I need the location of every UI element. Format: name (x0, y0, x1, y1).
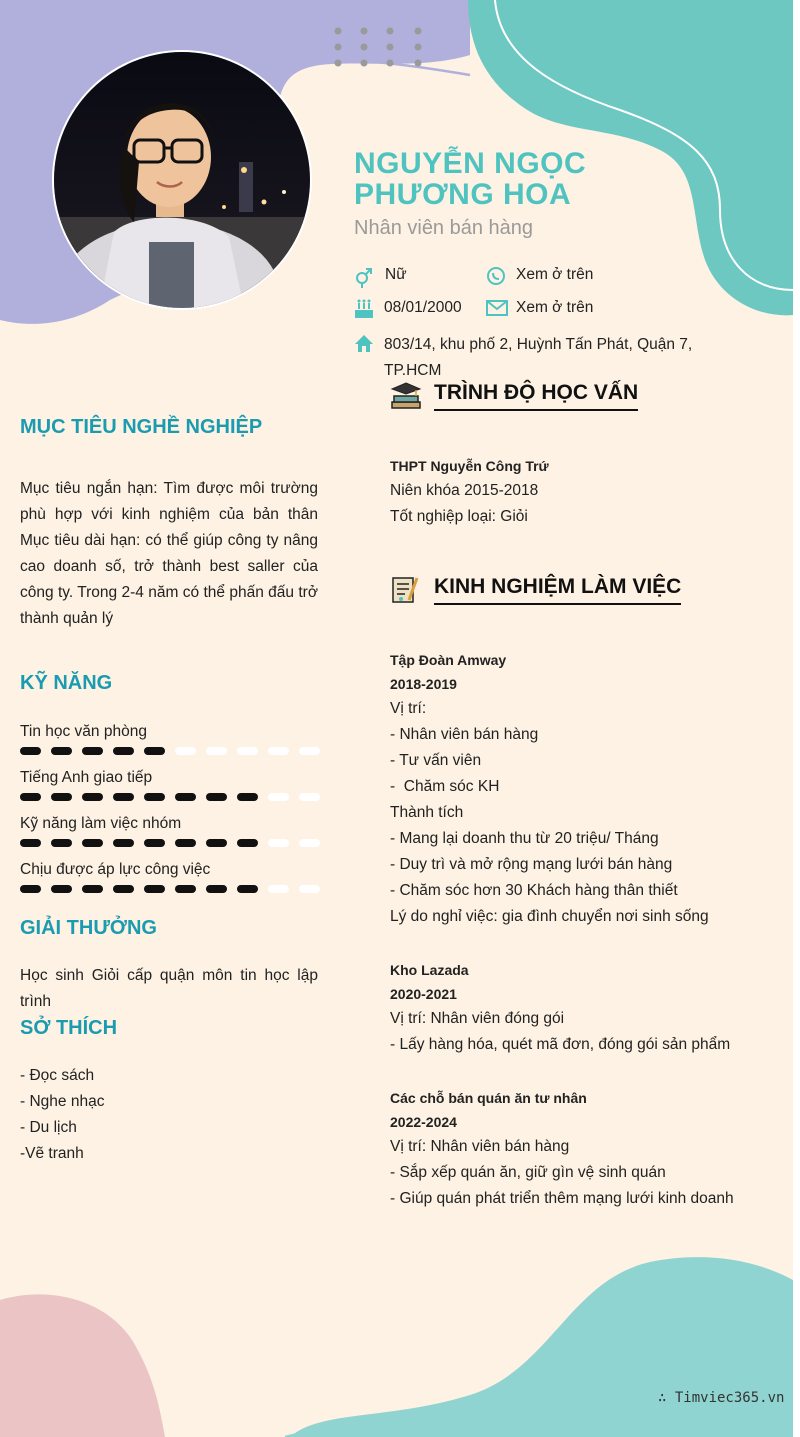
career-goal-text: Mục tiêu ngắn hạn: Tìm được môi trường phù hợp với kinh nghiệm của bản thân Mục tiêu dài hạn: có thể giúp công ty nâng cao doanh số, trở thành best saller của công ty. Trong 2-4 năm có thể phấn đấu trở thành quản lý (20, 480, 318, 627)
skill-segment-filled (237, 839, 258, 847)
job-company: Kho Lazada (390, 962, 469, 978)
skill-segment-filled (175, 793, 196, 801)
gender-row (354, 266, 407, 288)
name-line-2: PHƯƠNG HOA (354, 178, 572, 211)
skill-segment-filled (144, 885, 165, 893)
skill-segment-filled (20, 885, 41, 893)
skill-segment-filled (82, 747, 103, 755)
job-line: - Chăm sóc KH (390, 778, 500, 795)
email-icon (486, 299, 508, 317)
skill-segment-filled (51, 839, 72, 847)
skill-segment-empty (268, 885, 289, 893)
skill-segment-filled (113, 793, 134, 801)
skill-segment-empty (206, 747, 227, 755)
skill-label: Tin học văn phòng (20, 723, 147, 740)
job-line: - Chăm sóc hơn 30 Khách hàng thân thiết (390, 882, 678, 899)
skill-segment-empty (175, 747, 196, 755)
education-years: Niên khóa 2015-2018 (390, 482, 539, 499)
awards-heading: GIẢI THƯỞNG (20, 917, 157, 939)
email-row (486, 299, 593, 317)
skill-segment-filled (113, 885, 134, 893)
job-title: Nhân viên bán hàng (354, 217, 534, 239)
skill-segment-empty (299, 747, 320, 755)
experience-heading: KINH NGHIỆM LÀM VIỆC (434, 575, 681, 605)
skill-segment-empty (268, 839, 289, 847)
hobby-item: - Nghe nhạc (20, 1093, 105, 1110)
birthday-value: 08/01/2000 (384, 299, 462, 316)
job-line: - Duy trì và mở rộng mạng lưới bán hàng (390, 856, 673, 873)
address-line-1: 803/14, khu phố 2, Huỳnh Tấn Phát, Quận 7, (384, 336, 693, 353)
skill-segment-filled (82, 793, 103, 801)
hobbies-heading: SỞ THÍCH (20, 1017, 118, 1039)
skill-label: Chịu được áp lực công việc (20, 861, 211, 878)
skill-segment-filled (175, 885, 196, 893)
job-line: Lý do nghỉ việc: gia đình chuyển nơi sinh sống (390, 908, 709, 925)
skill-segment-filled (206, 885, 227, 893)
whatsapp-icon (486, 266, 506, 286)
skill-segment-filled (237, 793, 258, 801)
job-line: Vị trí: Nhân viên đóng gói (390, 1010, 565, 1027)
skill-segment-filled (51, 747, 72, 755)
skill-segment-filled (20, 839, 41, 847)
dot-grid-decoration (332, 26, 432, 76)
skill-segment-filled (113, 839, 134, 847)
phone-row (486, 266, 593, 286)
name-line-1: NGUYỄN NGỌC (354, 147, 587, 180)
skill-segment-filled (20, 747, 41, 755)
birthday-row (354, 299, 462, 319)
job-line: Vị trí: Nhân viên bán hàng (390, 1138, 570, 1155)
job-line: - Lấy hàng hóa, quét mã đơn, đóng gói sản phẩm (390, 1036, 731, 1053)
job-line: - Mang lại doanh thu từ 20 triệu/ Tháng (390, 830, 659, 847)
skill-segment-filled (237, 885, 258, 893)
gender-value: Nữ (385, 266, 407, 283)
job-line: - Giúp quán phát triển thêm mạng lưới kinh doanh (390, 1190, 734, 1207)
teal-bottom-blob (290, 1257, 793, 1437)
education-grade: Tốt nghiệp loại: Giỏi (390, 508, 528, 525)
education-section-header (390, 376, 638, 416)
job-period: 2018-2019 (390, 676, 457, 692)
pink-blob (0, 1294, 165, 1437)
candidate-name (354, 148, 684, 210)
address-line-2: TP.HCM (384, 362, 442, 379)
awards-text: Học sinh Giỏi cấp quận môn tin học lập trình (20, 967, 318, 1010)
job-company: Các chỗ bán quán ăn tư nhân (390, 1090, 587, 1106)
skill-bar (20, 792, 320, 802)
gender-icon (354, 266, 374, 288)
skill-segment-empty (299, 885, 320, 893)
skill-label: Kỹ năng làm việc nhóm (20, 815, 182, 832)
job-line: - Sắp xếp quán ăn, giữ gìn vệ sinh quán (390, 1164, 666, 1181)
skill-segment-filled (20, 793, 41, 801)
skill-segment-filled (51, 885, 72, 893)
skill-segment-filled (51, 793, 72, 801)
skill-segment-empty (299, 793, 320, 801)
skill-segment-filled (144, 747, 165, 755)
birthday-cake-icon (354, 299, 374, 319)
graduation-books-icon (390, 380, 422, 412)
career-goal-heading: MỤC TIÊU NGHỀ NGHIỆP (20, 416, 263, 438)
skill-bar (20, 838, 320, 848)
skill-segment-filled (82, 839, 103, 847)
job-company: Tập Đoàn Amway (390, 652, 507, 668)
skills-heading: KỸ NĂNG (20, 672, 113, 694)
job-line: Vị trí: (390, 700, 427, 717)
job-period: 2020-2021 (390, 986, 457, 1002)
education-school: THPT Nguyễn Công Trứ (390, 458, 549, 474)
skill-segment-filled (144, 793, 165, 801)
profile-photo (52, 50, 312, 310)
skill-segment-filled (175, 839, 196, 847)
email-value: Xem ở trên (516, 299, 594, 316)
job-period: 2022-2024 (390, 1114, 457, 1130)
job-line: - Nhân viên bán hàng (390, 726, 539, 743)
home-icon (354, 334, 374, 354)
skill-segment-filled (206, 793, 227, 801)
work-document-icon (390, 574, 422, 606)
hobby-item: - Du lịch (20, 1119, 77, 1136)
skill-bar (20, 884, 320, 894)
job-line: - Tư vấn viên (390, 752, 482, 769)
skill-segment-filled (144, 839, 165, 847)
skill-segment-empty (299, 839, 320, 847)
experience-section-header (390, 570, 681, 610)
skill-segment-empty (237, 747, 258, 755)
phone-value: Xem ở trên (516, 266, 594, 283)
skill-label: Tiếng Anh giao tiếp (20, 769, 153, 786)
skill-segment-empty (268, 747, 289, 755)
skill-bar (20, 746, 320, 756)
job-line: Thành tích (390, 804, 464, 821)
skill-segment-filled (82, 885, 103, 893)
skill-segment-empty (268, 793, 289, 801)
skill-segment-filled (113, 747, 134, 755)
hobby-item: -Vẽ tranh (20, 1145, 84, 1162)
skill-segment-filled (206, 839, 227, 847)
education-heading: TRÌNH ĐỘ HỌC VẤN (434, 381, 638, 411)
hobby-item: - Đọc sách (20, 1067, 95, 1084)
footer-watermark: ∴ Timviec365.vn (658, 1390, 785, 1406)
